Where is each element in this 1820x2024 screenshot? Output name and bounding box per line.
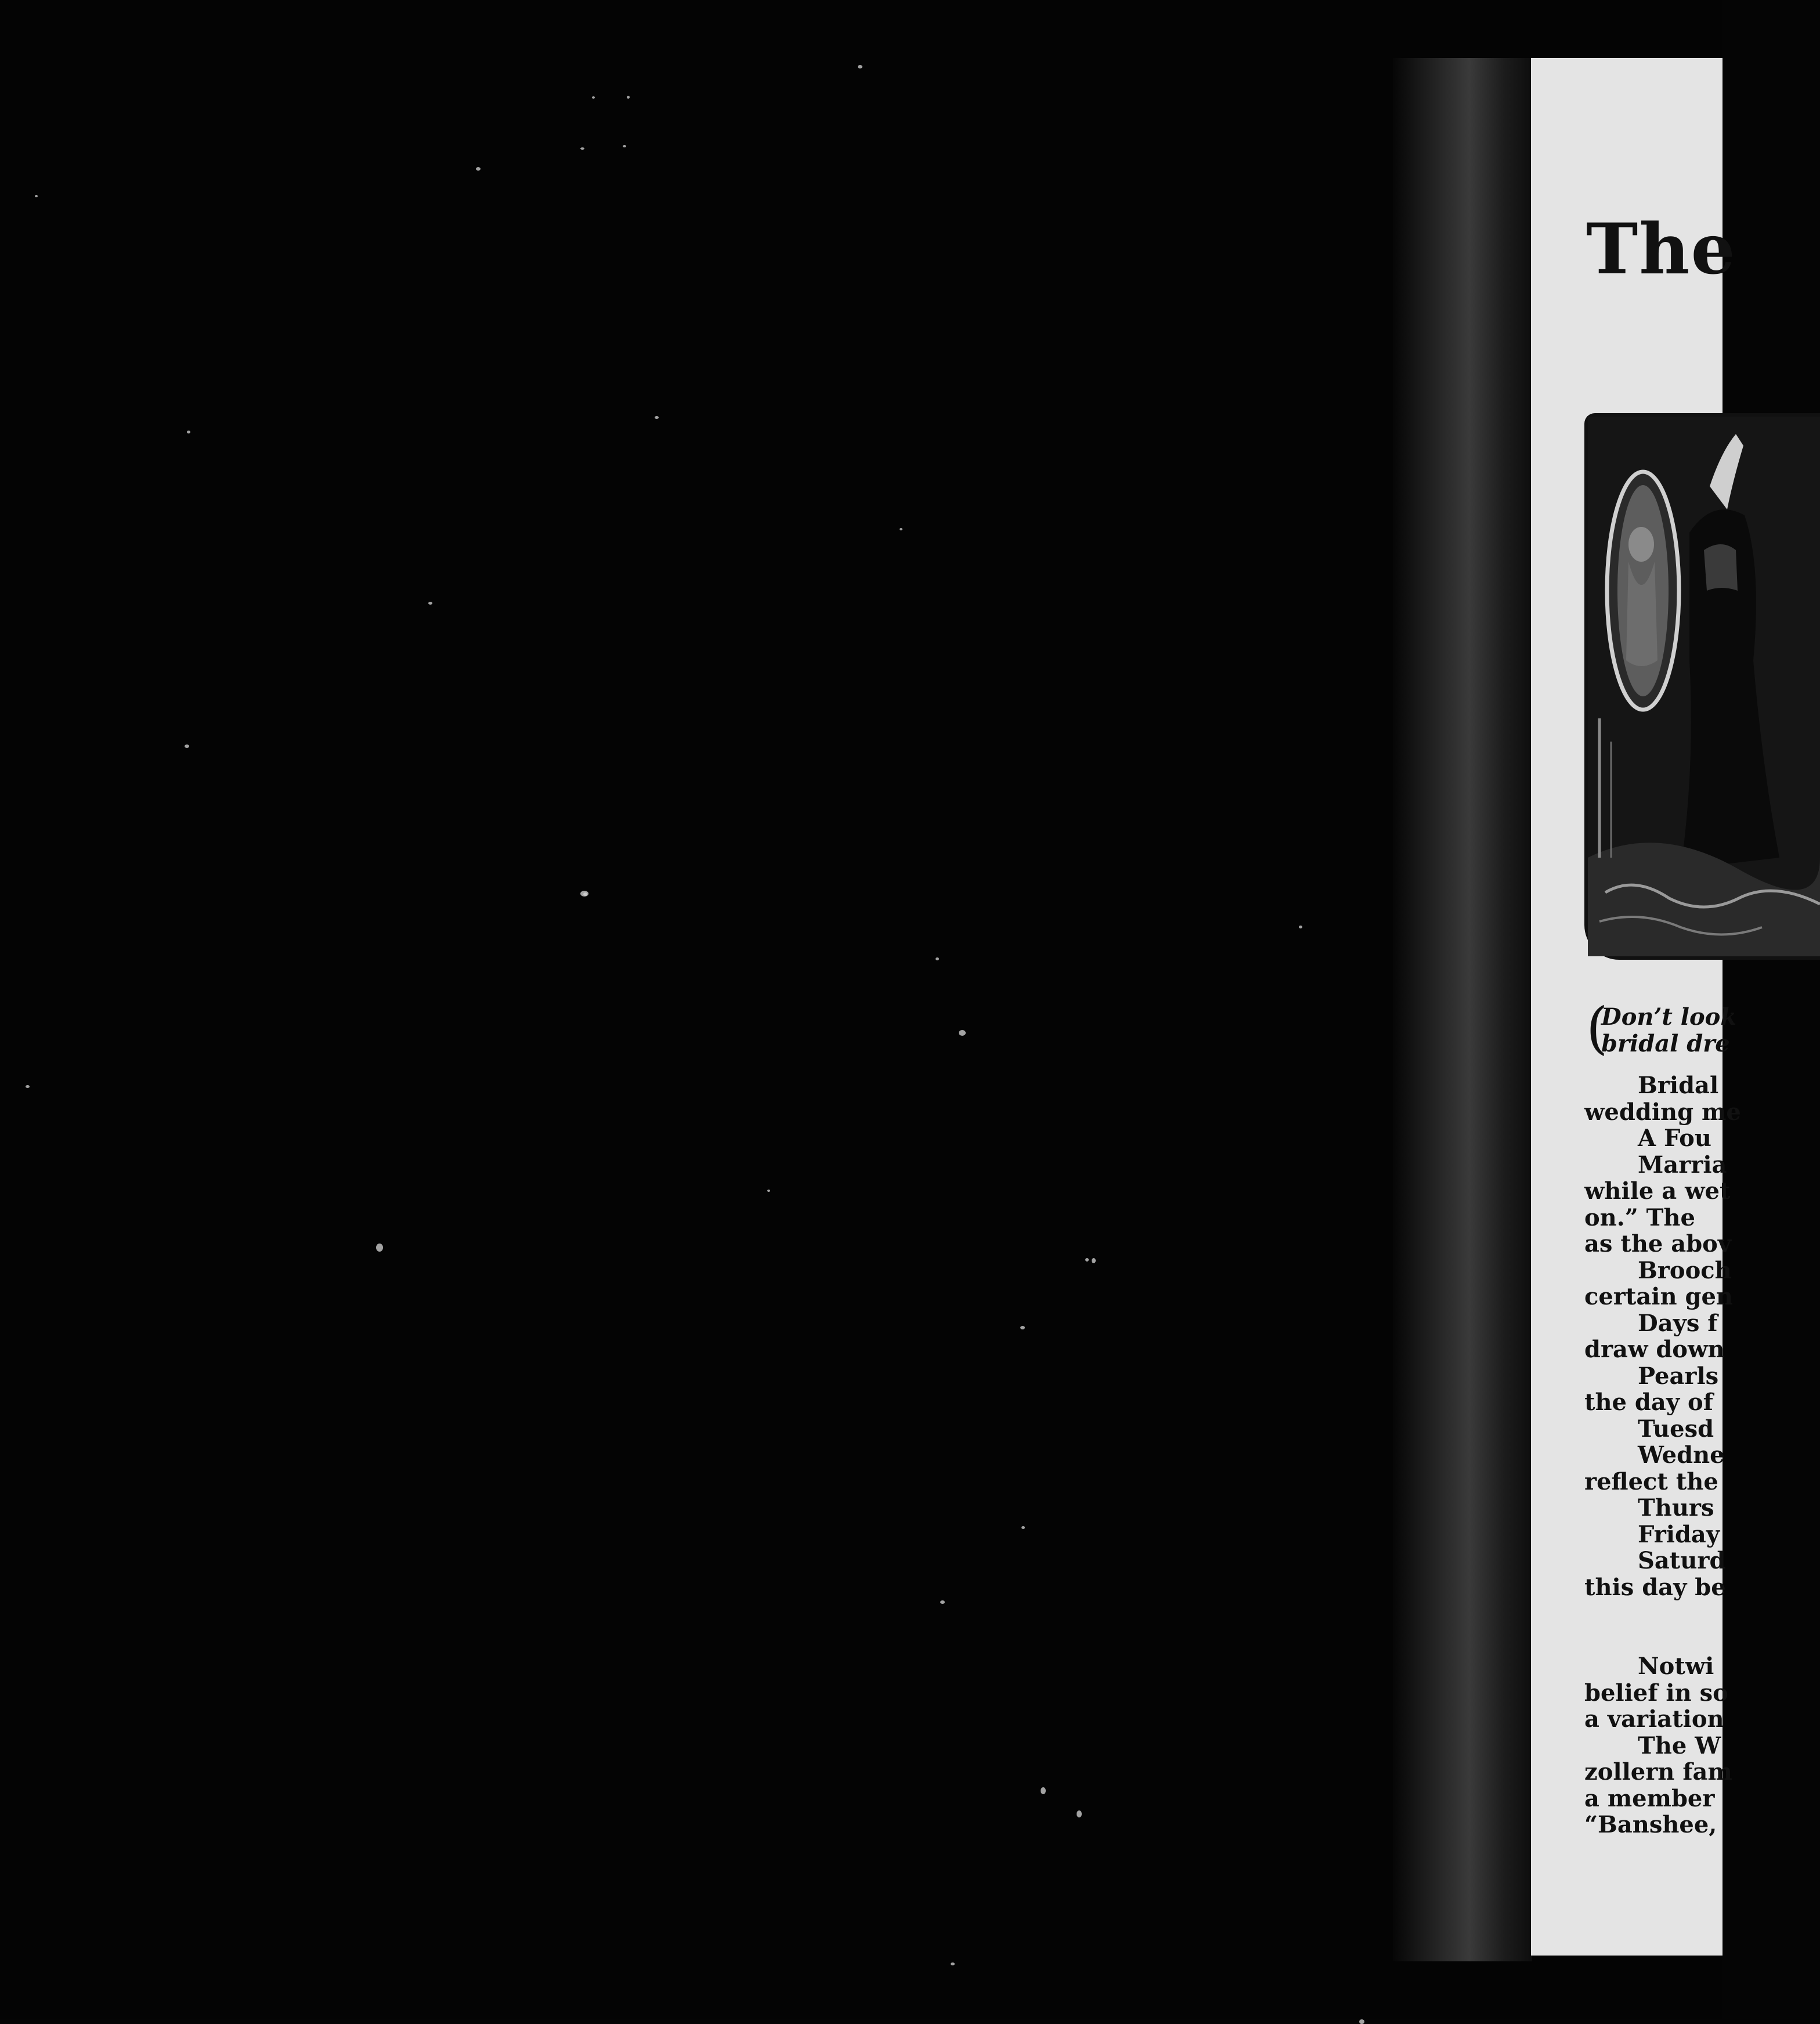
dust-speck [1041, 1787, 1046, 1794]
body-line: Days f [1638, 1309, 1718, 1337]
body-line: Brooch [1638, 1256, 1732, 1284]
body-line: as the abov [1584, 1230, 1732, 1257]
dust-speck [767, 1190, 770, 1192]
body-line: A Fou [1638, 1125, 1711, 1152]
book-gutter-shadow [1393, 58, 1532, 1961]
dust-speck [1092, 1258, 1096, 1263]
dust-speck [592, 96, 595, 99]
body-line: on.” The [1584, 1203, 1695, 1231]
dust-speck [376, 1244, 383, 1252]
body-line: Pearls [1638, 1362, 1719, 1390]
engraving-figure-drawing [1588, 417, 1820, 956]
body-line: Tuesd [1638, 1415, 1714, 1443]
dust-speck [959, 1030, 966, 1036]
body-line: reflect the [1584, 1468, 1718, 1495]
dust-speck [187, 431, 190, 433]
body-line: while a wet [1584, 1177, 1731, 1205]
dust-speck [623, 145, 626, 147]
body-line: Thurs [1638, 1494, 1714, 1521]
dust-speck [428, 602, 432, 605]
body-line: Notwi [1638, 1653, 1714, 1680]
article-paragraphs-continued [1584, 1653, 1741, 1838]
article-paragraphs [1584, 1072, 1741, 1600]
body-line: Bridal [1638, 1072, 1719, 1099]
dust-speck [900, 528, 902, 530]
dust-speck [26, 1085, 30, 1088]
dust-speck [655, 416, 659, 419]
dust-speck [185, 744, 189, 748]
dust-speck [580, 147, 584, 150]
dust-speck [940, 1600, 945, 1604]
dust-speck [35, 195, 38, 197]
body-line: a variation [1584, 1705, 1724, 1733]
dust-speck [580, 891, 588, 897]
body-line: belief in so [1584, 1679, 1728, 1707]
newspaper-page [1531, 58, 1741, 1956]
headline: The [1586, 208, 1736, 290]
dust-speck [476, 167, 481, 171]
dust-speck [1021, 1526, 1025, 1529]
dust-speck [627, 96, 630, 99]
body-line: draw down [1584, 1336, 1725, 1363]
body-line: The W [1638, 1732, 1721, 1759]
body-line: this day be [1584, 1573, 1726, 1601]
dust-speck [951, 1962, 955, 1965]
dust-speck [1299, 926, 1302, 928]
body-line: “Banshee, [1584, 1811, 1717, 1838]
article-body [1584, 1072, 1741, 1838]
body-line: certain gen [1584, 1283, 1733, 1310]
dust-speck [1359, 2019, 1364, 2024]
body-line: Wedne [1638, 1441, 1725, 1469]
dust-speck [1077, 1810, 1082, 1817]
body-line: a member [1584, 1784, 1715, 1812]
body-line: the day of [1584, 1389, 1713, 1416]
body-line: wedding me [1584, 1098, 1741, 1126]
illustration-caption [1586, 996, 1737, 1061]
body-line: Marria [1638, 1151, 1727, 1179]
dust-speck [936, 957, 939, 960]
dust-speck [1085, 1258, 1089, 1262]
body-line: zollern fam [1584, 1758, 1732, 1786]
section-break [1584, 1600, 1741, 1653]
engraving-illustration [1584, 413, 1820, 960]
dust-speck [1020, 1326, 1025, 1329]
body-line: Saturd [1638, 1547, 1726, 1574]
dust-speck [858, 65, 862, 68]
caption-line-1: Don’t look [1601, 1003, 1737, 1031]
body-line: Friday [1638, 1520, 1720, 1548]
caption-open-paren: ( [1586, 996, 1608, 1061]
caption-line-2: bridal dre [1601, 1030, 1730, 1057]
